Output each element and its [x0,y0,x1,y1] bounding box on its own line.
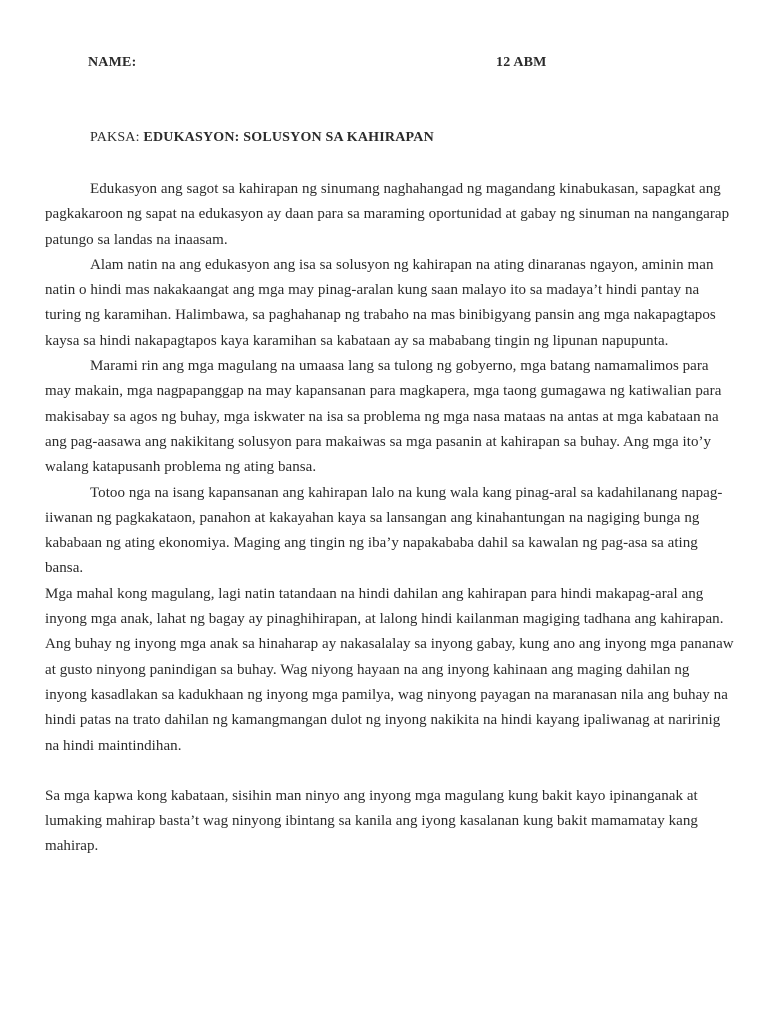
topic-label: PAKSA: [90,130,144,145]
topic-line [90,130,434,146]
paragraph-spacer [45,759,735,784]
topic-title: EDUKASYON: SOLUSYON SA KAHIRAPAN [143,130,434,145]
essay-body [45,177,735,860]
name-label: NAME: [88,55,137,70]
grade-section-label: 12 ABM [496,55,547,70]
paragraph-to-youth: Sa mga kapwa kong kabataan, sisihin man ninyo ang inyong mga magulang kung bakit kayo ipinanganak at lumaking mahirap basta’t wag ninyong ibintang sa kanila ang iyong kasalanan kung bakit mamamatay kang mahirap. [45,787,698,855]
paragraph-intro: Edukasyon ang sagot sa kahirapan ng sinumang naghahangad ng magandang kinabukasan, sapagkat ang pagkakaroon ng sapat na edukasyon ay daan para sa maraming oportunidad at gabay ng sinuman na nangangarap patungo sa landas na inaasam. [45,181,730,248]
paragraph-education-solution: Alam natin na ang edukasyon ang isa sa solusyon ng kahirapan na ating dinaranas ngayon, aminin man natin o hindi mas nakakaangat ang mga may pinag-aralan kung saan malayo ito sa madaya’t hindi pantay na turing ng karamihan. Halimbawa, sa paghahanap ng trabaho na mas binibigyang pansin ang mga nakapagtapos kaysa sa hindi nakapagtapos kaya karamihan sa kabataan ay sa mababang tingin ng lipunan napupunta. [45,256,716,349]
paragraph-problems: Marami rin ang mga magulang na umaasa lang sa tulong ng gobyerno, mga batang namamalimos para may makain, mga nagpapanggap na may kapansanan para magkapera, mga taong gumagawa ng katiwalian para makisabay sa agos ng buhay, mga iskwater na isa sa problema ng mga nasa mataas na antas at mga kabataan na ang pag-aasawa ang nakikitang solusyon para makaiwas sa mga pasanin at kahirapan sa buhay. Ang mga ito’y walang katapusanh problema ng ating bansa. [45,358,722,476]
paragraph-to-parents: Mga mahal kong magulang, lagi natin tatandaan na hindi dahilan ang kahirapan para hindi makapag-aral ang inyong mga anak, lahat ng bagay ay pinaghihirapan, at lalong hindi kailanman magiging tadhana ang kahirapan. Ang buhay ng inyong mga anak sa hinaharap ay nakasalalay sa inyong gabay, kung ano ang inyong mga pananaw at gusto ninyong panindigan sa buhay. Wag niyong hayaan na ang inyong kahinaan ang maging dahilan ng inyong kasadlakan sa kadukhaan ng inyong mga pamilya, wag ninyong payagan na maranasan nila ang buhay na hindi patas na trato dahilan ng kamangmangan dulot ng inyong nakikita na hindi kayang ipaliwanag at naririnig na hindi maintindihan. [45,585,734,754]
paragraph-poverty-disability: Totoo nga na isang kapansanan ang kahirapan lalo na kung wala kang pinag-aral sa kadahilanang napag-iiwanan ng pagkakataon, panahon at kakayahan kaya sa lansangan ang kinahantungan na nagiging bunga ng kababaan ng ating ekonomiya. Maging ang tingin ng iba’y napakababa dahil sa kawalan ng pag-asa sa ating bansa. [45,484,723,577]
